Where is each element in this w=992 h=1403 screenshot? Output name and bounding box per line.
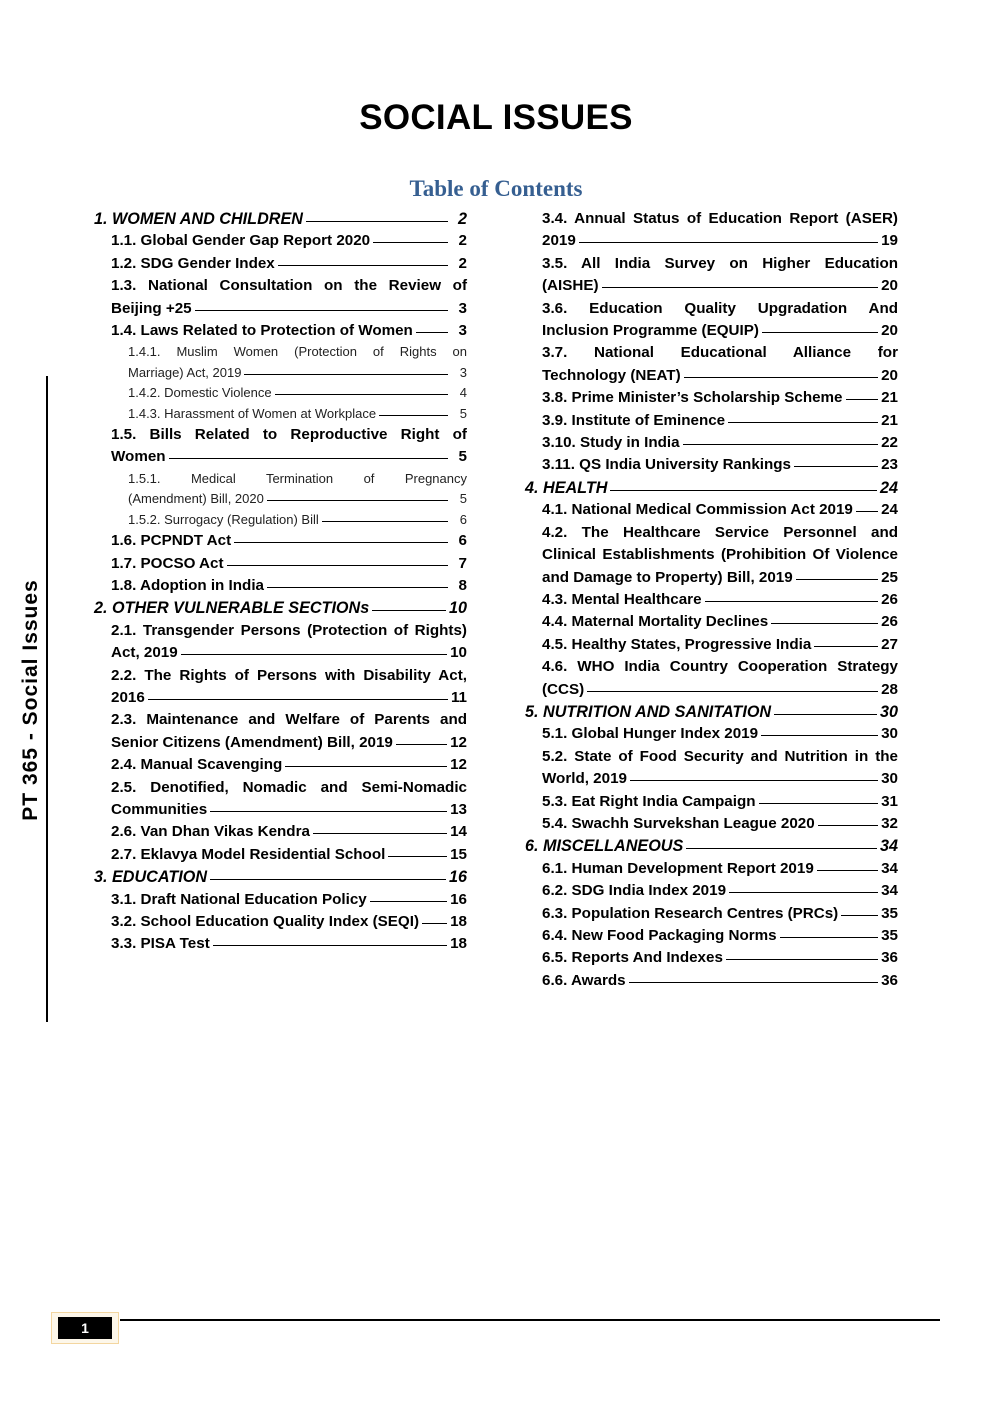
toc-page-number: 12	[450, 756, 467, 774]
toc-leader	[267, 499, 448, 501]
toc-entry[interactable]	[94, 253, 467, 275]
toc-entry[interactable]	[525, 947, 898, 969]
toc-page-number: 12	[450, 733, 467, 751]
toc-leader	[729, 891, 878, 893]
toc-leader	[244, 373, 448, 375]
toc-page-number: 16	[448, 868, 467, 887]
toc-entry[interactable]	[94, 754, 467, 776]
toc-entry-title: 2016	[111, 688, 145, 706]
toc-entry-title: World, 2019	[542, 770, 627, 788]
toc-entry[interactable]	[525, 342, 898, 387]
toc-leader	[181, 653, 447, 655]
toc-entry-title: 5.3. Eat Right India Campaign	[542, 792, 756, 810]
toc-entry-line	[111, 253, 467, 275]
toc-entry[interactable]	[94, 230, 467, 252]
toc-entry[interactable]	[94, 709, 467, 754]
toc-entry-line	[542, 567, 898, 589]
toc-entry-line	[111, 821, 467, 843]
toc-entry[interactable]	[525, 656, 898, 701]
toc-entry-line	[111, 642, 467, 664]
toc-page-number: 24	[879, 478, 898, 497]
toc-entry[interactable]	[525, 454, 898, 476]
toc-entry-text-line: 1.5. Bills Related to Reproductive Right of	[111, 426, 467, 444]
toc-entry-title: Beijing +25	[111, 299, 192, 317]
toc-entry-line	[542, 634, 898, 656]
toc-page-number: 34	[881, 882, 898, 900]
toc-entry-title: 1.6. PCPNDT Act	[111, 532, 232, 550]
toc-entry-title: 3.9. Institute of Eminence	[542, 411, 726, 429]
toc-leader	[814, 645, 878, 647]
toc-page-number: 18	[450, 913, 467, 930]
toc-leader	[372, 609, 446, 611]
toc-leader	[579, 241, 878, 243]
toc-entry[interactable]	[525, 903, 898, 925]
toc-entry-line	[128, 383, 467, 403]
toc-leader	[759, 802, 879, 804]
toc-entry-line	[128, 489, 467, 509]
toc-leader	[794, 465, 878, 467]
toc-leader	[285, 765, 447, 767]
toc-entry[interactable]	[94, 665, 467, 710]
toc-leader	[728, 421, 878, 423]
toc-entry-title: 2.7. Eklavya Model Residential School	[111, 845, 386, 863]
toc-leader	[422, 922, 447, 924]
toc-entry-line	[542, 387, 898, 409]
toc-entry-text-line: 3.6. Education Quality Upgradation And	[542, 299, 898, 317]
toc-entry-title: 1.4.2. Domestic Violence	[128, 385, 272, 401]
toc-entry-line	[111, 732, 467, 754]
toc-entry-line	[542, 320, 898, 342]
toc-entry-title: (CCS)	[542, 680, 585, 698]
toc-entry[interactable]	[525, 477, 898, 499]
toc-leader	[275, 393, 448, 395]
toc-page-number: 35	[881, 904, 898, 922]
toc-entry-line	[542, 589, 898, 611]
toc-page-number: 20	[881, 277, 898, 295]
toc-entry-title: (AISHE)	[542, 277, 599, 295]
toc-page-number: 21	[881, 411, 898, 429]
toc-page-number: 22	[881, 434, 898, 452]
toc-page-number: 10	[448, 599, 467, 618]
toc-entry-text-line: 3.5. All India Survey on Higher Education	[542, 254, 898, 272]
toc-leader	[761, 734, 878, 736]
toc-left-column	[94, 208, 467, 956]
toc-entry-text-line: Clinical Establishments (Prohibition Of Violence	[542, 546, 898, 564]
toc-entry-title: 3.8. Prime Minister’s Scholarship Scheme	[542, 389, 843, 407]
toc-entry-title: 3.1. Draft National Education Policy	[111, 890, 367, 908]
toc-entry[interactable]	[525, 387, 898, 409]
toc-leader	[210, 810, 447, 812]
toc-leader	[610, 489, 877, 491]
toc-entry-title: 3.11. QS India University Rankings	[542, 456, 791, 474]
toc-page-number: 25	[881, 568, 898, 586]
toc-entry-line	[542, 432, 898, 454]
toc-entry[interactable]	[525, 298, 898, 343]
toc-entry-line	[128, 404, 467, 424]
toc-entry-line	[94, 208, 467, 230]
toc-page-number: 20	[881, 322, 898, 340]
toc-page-number: 8	[458, 576, 467, 594]
toc-leader	[195, 309, 448, 311]
toc-entry-line	[525, 477, 898, 499]
toc-entry-line	[128, 510, 467, 530]
toc-entry-text-line: 1.5.1. Medical Termination of Pregnancy	[128, 470, 467, 486]
toc-entry-text-line: 2.3. Maintenance and Welfare of Parents and	[111, 711, 467, 729]
toc-entry-text-line: 1.3. National Consultation on the Review of	[111, 277, 467, 295]
toc-page-number: 5	[459, 405, 467, 421]
toc-leader	[686, 847, 877, 849]
toc-leader	[379, 414, 448, 416]
toc-entry-line	[542, 275, 898, 297]
toc-entry[interactable]	[94, 320, 467, 342]
toc-page-number: 11	[450, 688, 467, 706]
toc-page-number: 31	[881, 792, 898, 810]
toc-entry[interactable]	[525, 499, 898, 521]
toc-page-number: 4	[459, 385, 467, 401]
toc-leader	[846, 398, 879, 400]
toc-page-number: 26	[881, 613, 898, 631]
toc-page-number: 2	[458, 232, 467, 250]
toc-entry-line	[111, 298, 467, 320]
toc-entry[interactable]	[94, 275, 467, 320]
toc-page-number: 3	[458, 322, 467, 340]
toc-page-number: 7	[458, 554, 467, 572]
toc-entry-text-line: 2.2. The Rights of Persons with Disability Act,	[111, 666, 467, 684]
toc-entry[interactable]	[94, 208, 467, 230]
toc-entry[interactable]	[94, 911, 467, 933]
toc-leader	[373, 241, 448, 243]
toc-entry-title: 6.2. SDG India Index 2019	[542, 882, 727, 900]
toc-page-number: 3	[459, 364, 467, 380]
toc-entry-title: Act, 2019	[111, 644, 178, 662]
toc-entry[interactable]	[525, 858, 898, 880]
toc-leader	[227, 564, 448, 566]
toc-entry-title: Inclusion Programme (EQUIP)	[542, 322, 759, 340]
toc-leader	[396, 743, 447, 745]
toc-leader	[780, 936, 878, 938]
toc-leader	[267, 586, 448, 588]
toc-entry-line	[94, 866, 467, 888]
toc-leader	[587, 690, 878, 692]
toc-entry-line	[128, 363, 467, 383]
toc-page-number: 15	[450, 845, 467, 863]
toc-leader	[388, 855, 447, 857]
toc-page-number: 21	[881, 389, 898, 407]
toc-entry[interactable]	[525, 410, 898, 432]
toc-page-number: 34	[881, 859, 898, 877]
toc-entry-title: 5. NUTRITION AND SANITATION	[525, 702, 772, 721]
toc-entry-text-line: 1.4.1. Muslim Women (Protection of Rights on	[128, 344, 467, 360]
toc-entry-line	[542, 768, 898, 790]
footer-rule	[120, 1319, 940, 1321]
toc-entry-line	[111, 553, 467, 575]
toc-leader	[726, 958, 878, 960]
toc-entry[interactable]	[94, 597, 467, 619]
toc-leader	[210, 878, 446, 880]
toc-entry[interactable]	[94, 530, 467, 552]
toc-entry-text-line: 4.2. The Healthcare Service Personnel and	[542, 523, 898, 541]
toc-entry[interactable]	[94, 342, 467, 383]
toc-entry-line	[542, 499, 898, 521]
toc-entry-title: 1. WOMEN AND CHILDREN	[94, 210, 303, 228]
toc-entry-title: 1.1. Global Gender Gap Report 2020	[111, 232, 371, 250]
toc-entry-line	[111, 575, 467, 597]
toc-entry-line	[111, 844, 467, 866]
toc-entry[interactable]	[94, 575, 467, 597]
toc-entry[interactable]	[94, 620, 467, 665]
toc-entry[interactable]	[94, 404, 467, 424]
toc-entry[interactable]	[94, 777, 467, 822]
toc-entry-line	[111, 933, 467, 955]
toc-page-number: 28	[881, 680, 898, 698]
toc-page-number: 14	[450, 823, 467, 841]
toc-leader	[630, 779, 878, 781]
toc-page-number: 35	[881, 927, 898, 944]
toc-entry-title: 4.4. Maternal Mortality Declines	[542, 613, 769, 631]
toc-page-number: 2	[458, 254, 467, 272]
toc-entry-title: 3.3. PISA Test	[111, 935, 210, 953]
toc-entry-line	[542, 791, 898, 813]
toc-page-number: 36	[881, 949, 898, 967]
toc-leader	[629, 981, 879, 983]
toc-leader	[306, 220, 448, 222]
toc-entry[interactable]	[525, 835, 898, 857]
toc-page-number: 6	[459, 511, 467, 527]
toc-entry[interactable]	[94, 383, 467, 403]
toc-entry-title: (Amendment) Bill, 2020	[128, 491, 264, 507]
toc-entry-line	[542, 813, 898, 835]
toc-entry[interactable]	[94, 469, 467, 510]
toc-entry-title: 4. HEALTH	[525, 478, 608, 497]
toc-page-number: 2	[457, 210, 467, 228]
toc-entry-line	[111, 889, 467, 911]
toc-entry-title: 3.10. Study in India	[542, 434, 680, 452]
toc-entry-line	[111, 320, 467, 342]
toc-entry-title: 4.1. National Medical Commission Act 2019	[542, 501, 853, 519]
toc-entry-line	[111, 911, 467, 933]
side-divider	[46, 376, 48, 1022]
toc-entry-text-line: 2.5. Denotified, Nomadic and Semi-Nomadic	[111, 778, 467, 796]
toc-page-number: 30	[881, 770, 898, 788]
toc-page-number: 34	[879, 837, 898, 856]
toc-entry-line	[94, 597, 467, 619]
toc-page-number: 26	[881, 590, 898, 608]
toc-page-number: 5	[458, 448, 467, 466]
toc-entry-title: 3. EDUCATION	[94, 868, 208, 887]
toc-heading: Table of Contents	[409, 176, 583, 201]
toc-entry-title: Senior Citizens (Amendment) Bill, 2019	[111, 733, 393, 751]
toc-entry-title: 6.4. New Food Packaging Norms	[542, 927, 777, 944]
toc-entry-title: 1.7. POCSO Act	[111, 554, 224, 572]
toc-entry-title: 2. OTHER VULNERABLE SECTIONs	[94, 599, 370, 618]
toc-entry-title: 6.5. Reports And Indexes	[542, 949, 723, 967]
toc-entry[interactable]	[94, 553, 467, 575]
toc-entry-title: 1.4.3. Harassment of Women at Workplace	[128, 405, 377, 421]
toc-leader	[818, 824, 878, 826]
toc-entry[interactable]	[525, 723, 898, 745]
toc-entry-text-line: 3.4. Annual Status of Education Report (ASER)	[542, 210, 898, 227]
toc-leader	[322, 520, 448, 522]
toc-entry-line	[542, 454, 898, 476]
toc-entry-title: 3.2. School Education Quality Index (SEQI)	[111, 913, 420, 930]
toc-leader	[856, 510, 878, 512]
toc-entry-line	[542, 365, 898, 387]
toc-page-number: 16	[450, 890, 467, 908]
toc-page-number: 32	[881, 814, 898, 832]
toc-entry-title: Technology (NEAT)	[542, 366, 681, 384]
toc-leader	[684, 376, 878, 378]
toc-entry[interactable]	[525, 970, 898, 992]
toc-entry[interactable]	[525, 634, 898, 656]
toc-leader	[148, 698, 448, 700]
toc-entry-title: 1.5.2. Surrogacy (Regulation) Bill	[128, 511, 319, 527]
toc-leader	[278, 264, 448, 266]
toc-entry-line	[542, 858, 898, 880]
toc-entry-title: 1.2. SDG Gender Index	[111, 254, 275, 272]
toc-entry-title: 1.4. Laws Related to Protection of Women	[111, 322, 413, 340]
toc-page-number: 36	[881, 971, 898, 989]
toc-entry-line	[111, 754, 467, 776]
toc-entry[interactable]	[94, 510, 467, 530]
toc-page-number: 23	[881, 456, 898, 474]
toc-leader	[817, 869, 878, 871]
toc-leader	[234, 541, 448, 543]
toc-entry-title: and Damage to Property) Bill, 2019	[542, 568, 793, 586]
toc-leader	[169, 457, 448, 459]
toc-entry-title: 6. MISCELLANEOUS	[525, 837, 684, 856]
toc-entry[interactable]	[94, 933, 467, 955]
toc-leader	[841, 914, 878, 916]
toc-entry-line	[111, 799, 467, 821]
toc-entry-line	[111, 446, 467, 468]
toc-leader	[762, 331, 878, 333]
toc-entry[interactable]	[525, 813, 898, 835]
toc-entry-title: Marriage) Act, 2019	[128, 364, 242, 380]
toc-entry-line	[525, 701, 898, 723]
toc-entry-line	[542, 925, 898, 947]
toc-entry-text-line: 3.7. National Educational Alliance for	[542, 344, 898, 362]
toc-entry-line	[542, 410, 898, 432]
toc-right-column	[525, 208, 898, 992]
toc-page-number: 3	[458, 299, 467, 317]
toc-page-number: 13	[450, 800, 467, 818]
toc-entry-title: 2019	[542, 232, 576, 250]
toc-leader	[370, 900, 447, 902]
toc-entry[interactable]	[94, 821, 467, 843]
toc-leader	[683, 443, 879, 445]
side-label-text: PT 365 - Social Issues	[19, 579, 42, 821]
toc-leader	[796, 578, 878, 580]
toc-entry[interactable]	[94, 844, 467, 866]
toc-entry-text-line: 4.6. WHO India Country Cooperation Strategy	[542, 658, 898, 676]
toc-entry-title: 1.8. Adoption in India	[111, 576, 264, 594]
toc-entry-title: Women	[111, 448, 166, 466]
toc-page-number: 27	[881, 635, 898, 653]
toc-entry[interactable]	[94, 889, 467, 911]
toc-entry-text-line: 2.1. Transgender Persons (Protection of Rights)	[111, 621, 467, 639]
toc-entry[interactable]	[525, 791, 898, 813]
toc-entry-line	[542, 611, 898, 633]
toc-leader	[213, 944, 447, 946]
toc-leader	[602, 286, 879, 288]
toc-entry[interactable]	[525, 925, 898, 947]
toc-entry-line	[542, 880, 898, 902]
page-title: SOCIAL ISSUES	[359, 98, 633, 137]
toc-entry-line	[111, 530, 467, 552]
toc-leader	[774, 713, 877, 715]
toc-leader	[705, 600, 879, 602]
toc-entry-title: 6.6. Awards	[542, 971, 626, 989]
toc-entry-title: 5.4. Swachh Survekshan League 2020	[542, 814, 815, 832]
toc-entry-line	[542, 970, 898, 992]
toc-entry-line	[542, 679, 898, 701]
toc-page-number: 20	[881, 366, 898, 384]
toc-entry-title: 6.3. Population Research Centres (PRCs)	[542, 904, 839, 922]
toc-entry-title: 2.6. Van Dhan Vikas Kendra	[111, 823, 310, 841]
toc-entry[interactable]	[525, 522, 898, 589]
toc-entry[interactable]	[94, 866, 467, 888]
toc-entry[interactable]	[525, 253, 898, 298]
toc-entry[interactable]	[525, 208, 898, 253]
toc-entry-title: 5.1. Global Hunger Index 2019	[542, 725, 759, 743]
toc-page-number: 5	[459, 491, 467, 507]
toc-page-number: 10	[450, 644, 467, 662]
toc-entry[interactable]	[525, 701, 898, 723]
toc-entry[interactable]	[525, 432, 898, 454]
toc-page-number: 30	[881, 725, 898, 743]
toc-entry-line	[111, 230, 467, 252]
toc-page-number: 30	[879, 702, 898, 721]
toc-entry-title: 2.4. Manual Scavenging	[111, 756, 283, 774]
toc-page-number: 18	[450, 935, 467, 953]
page-number: 1	[58, 1317, 112, 1339]
toc-entry-text-line: 5.2. State of Food Security and Nutrition in the	[542, 747, 898, 765]
toc-entry[interactable]	[525, 589, 898, 611]
toc-entry-line	[542, 230, 898, 252]
toc-entry-line	[542, 723, 898, 745]
toc-entry-line	[111, 687, 467, 709]
toc-entry-line	[542, 947, 898, 969]
toc-leader	[771, 622, 878, 624]
toc-entry-title: Communities	[111, 800, 208, 818]
toc-entry-title: 6.1. Human Development Report 2019	[542, 859, 814, 877]
toc-entry-line	[542, 903, 898, 925]
toc-entry[interactable]	[525, 880, 898, 902]
toc-leader	[313, 832, 447, 834]
toc-entry-line	[525, 835, 898, 857]
toc-page-number: 6	[458, 532, 467, 550]
toc-entry[interactable]	[94, 424, 467, 469]
toc-entry-title: 4.5. Healthy States, Progressive India	[542, 635, 812, 653]
toc-page-number: 24	[881, 501, 898, 519]
toc-entry[interactable]	[525, 611, 898, 633]
toc-page-number: 19	[881, 232, 898, 250]
toc-entry[interactable]	[525, 746, 898, 791]
toc-leader	[416, 331, 448, 333]
toc-entry-title: 4.3. Mental Healthcare	[542, 590, 702, 608]
